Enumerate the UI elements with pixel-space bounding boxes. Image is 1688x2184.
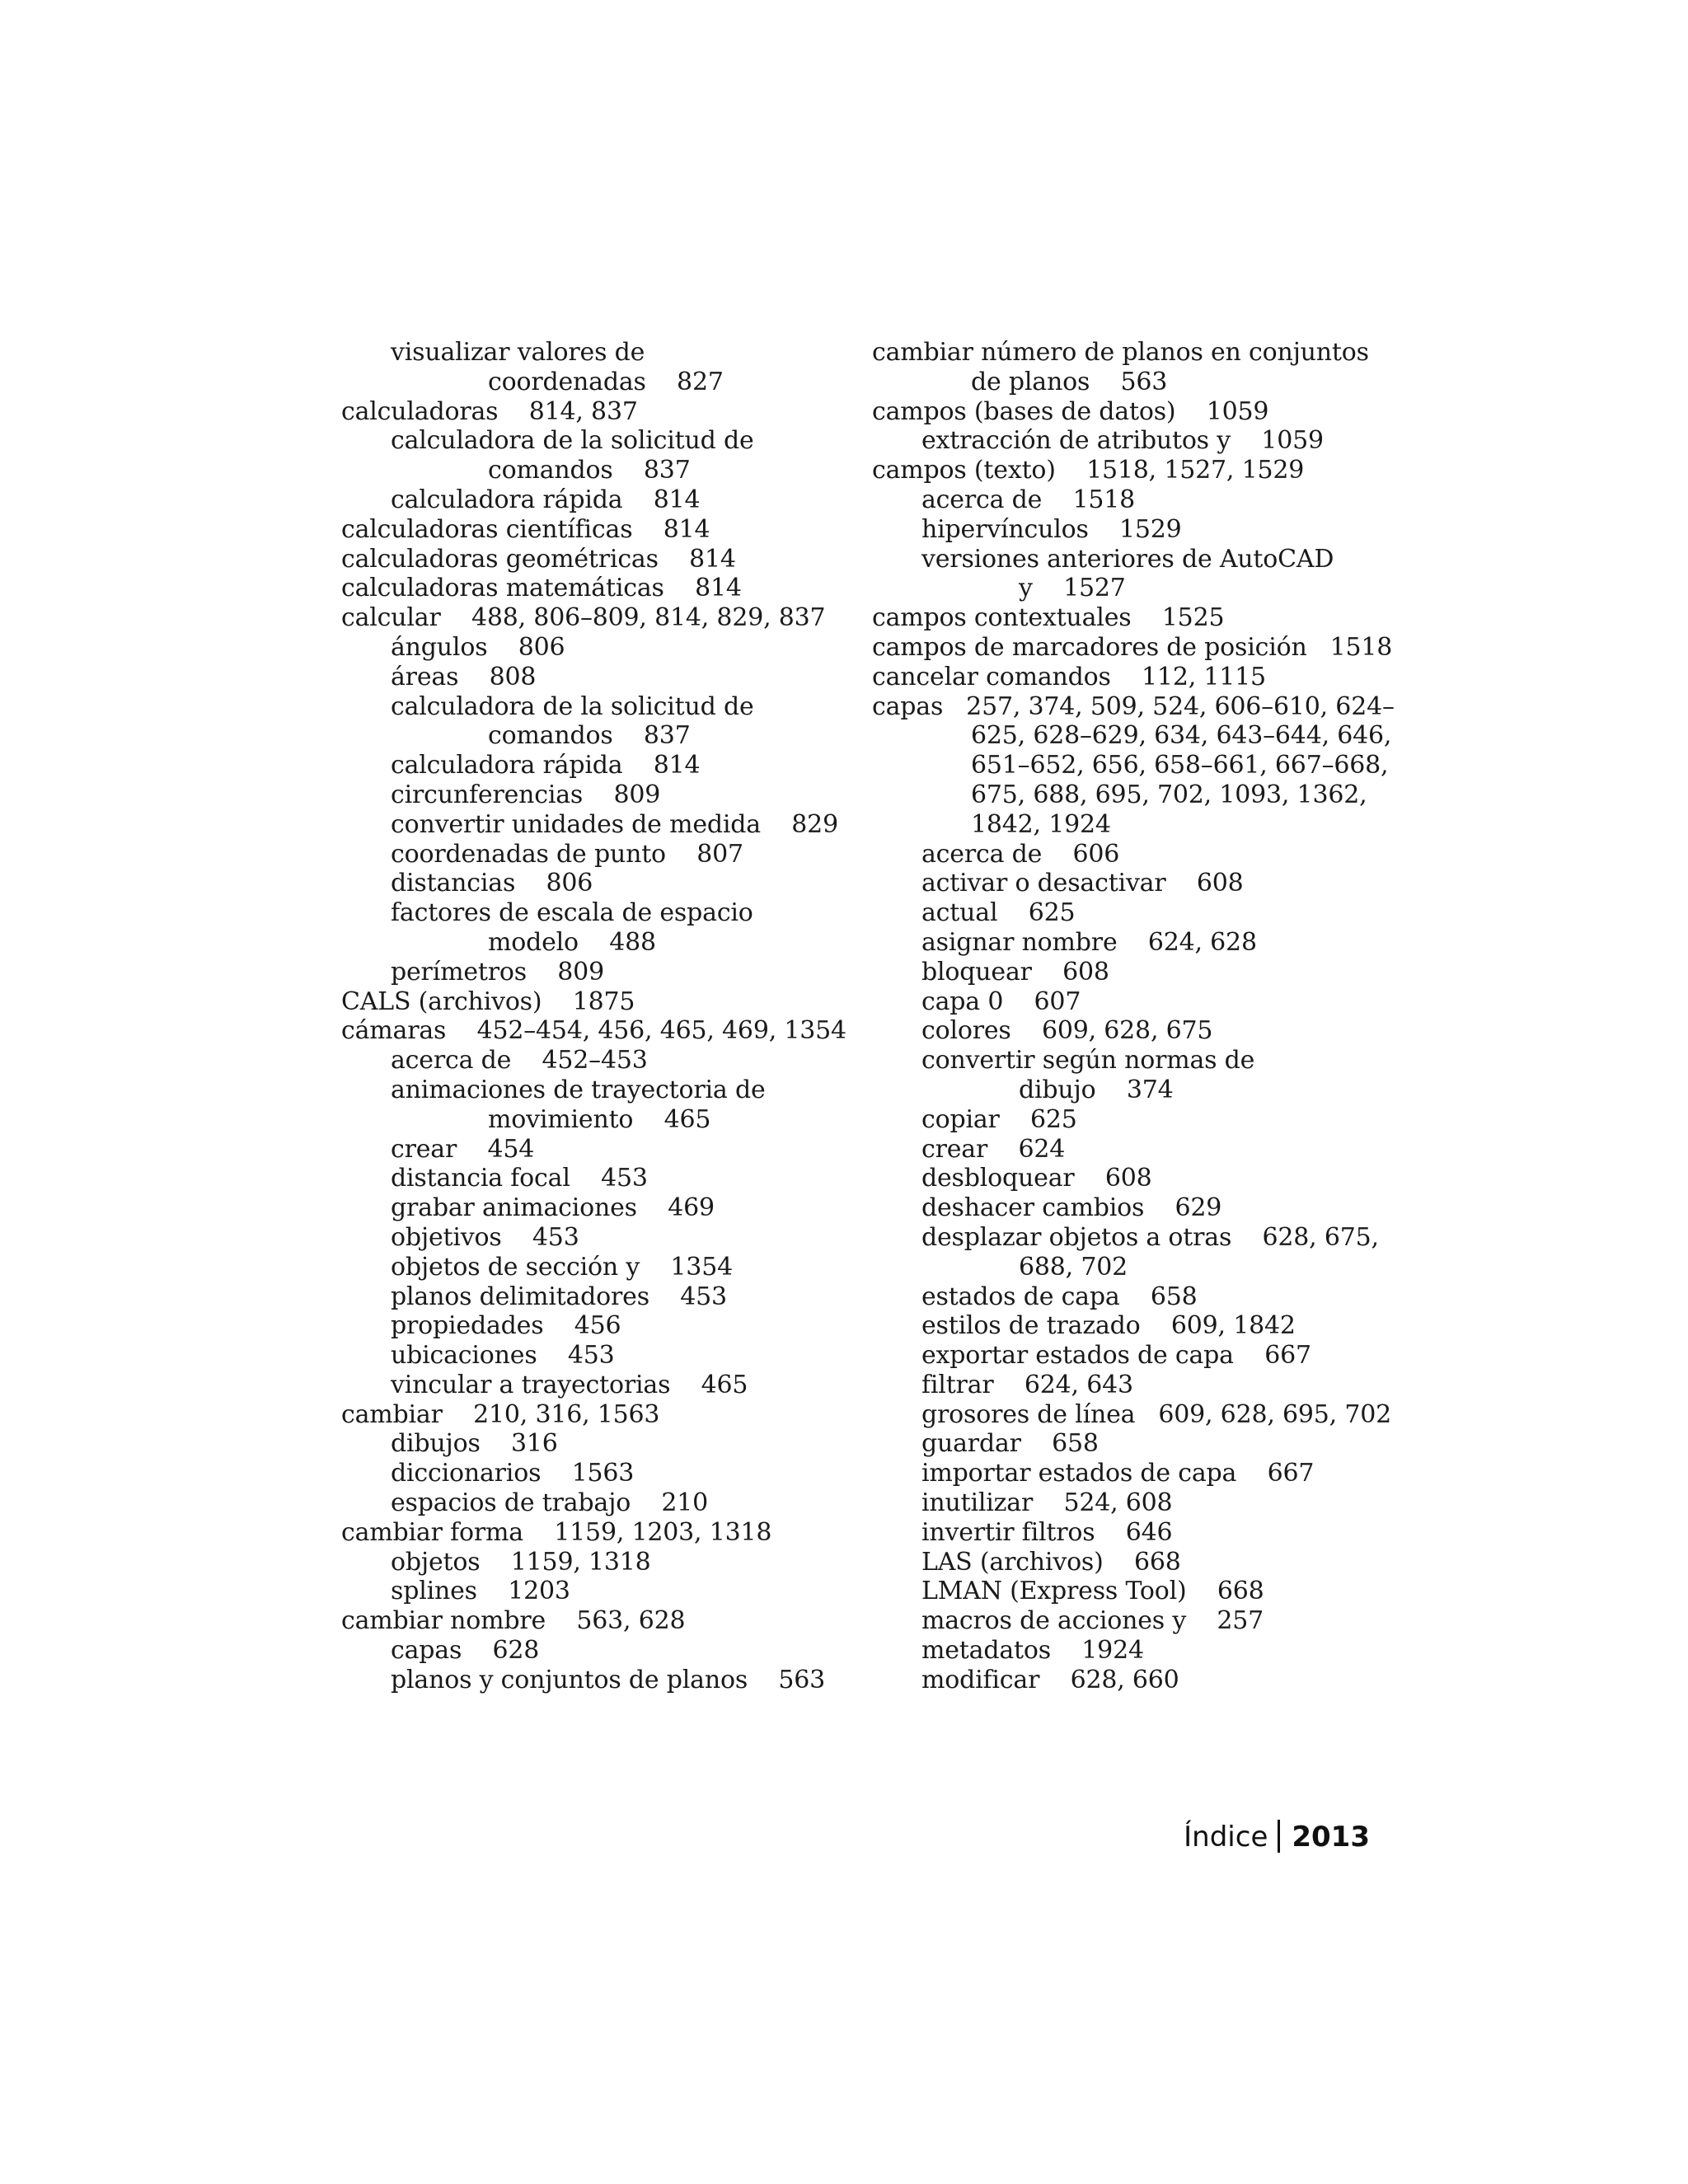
index-subentry: hipervínculos 1529: [921, 514, 1182, 544]
index-entry: campos de marcadores de posición 1518: [872, 632, 1393, 662]
index-subentry: copiar 625: [921, 1104, 1077, 1134]
index-entry: cambiar 210, 316, 1563: [341, 1399, 660, 1429]
index-subentry: objetos 1159, 1318: [391, 1547, 651, 1577]
index-subentry: vincular a trayectorias 465: [391, 1370, 748, 1399]
index-subentry: macros de acciones y 257: [921, 1606, 1264, 1636]
index-subentry: 625, 628–629, 634, 643–644, 646,: [971, 721, 1392, 751]
index-subentry: bloquear 608: [921, 957, 1109, 987]
index-subentry: 688, 702: [1019, 1252, 1128, 1282]
index-subentry: LMAN (Express Tool) 668: [921, 1577, 1264, 1606]
index-subentry: propiedades 456: [391, 1311, 621, 1341]
index-subentry: guardar 658: [921, 1429, 1099, 1459]
index-subentry: coordenadas 827: [488, 367, 724, 396]
index-subentry: circunferencias 809: [391, 780, 661, 809]
index-subentry: acerca de 452–453: [391, 1046, 648, 1076]
index-column-right: [872, 338, 1400, 1695]
index-subentry: filtrar 624, 643: [921, 1370, 1133, 1399]
index-subentry: LAS (archivos) 668: [921, 1547, 1181, 1577]
index-subentry: extracción de atributos y 1059: [921, 426, 1324, 456]
index-subentry: crear 454: [391, 1134, 535, 1164]
index-subentry: factores de escala de espacio: [391, 898, 753, 928]
index-subentry: objetivos 453: [391, 1222, 579, 1252]
index-column-left: [341, 338, 869, 1695]
index-subentry: versiones anteriores de AutoCAD: [921, 544, 1334, 574]
index-subentry: estilos de trazado 609, 1842: [921, 1311, 1296, 1341]
index-entry: cámaras 452–454, 456, 465, 469, 1354: [341, 1016, 846, 1046]
index-subentry: planos delimitadores 453: [391, 1282, 727, 1311]
index-subentry: visualizar valores de: [391, 338, 645, 367]
index-subentry: colores 609, 628, 675: [921, 1016, 1213, 1046]
index-subentry: 1842, 1924: [971, 809, 1111, 839]
index-subentry: ángulos 806: [391, 632, 565, 662]
index-subentry: modificar 628, 660: [921, 1665, 1179, 1694]
index-subentry: comandos 837: [488, 721, 691, 751]
index-entry: calculadoras 814, 837: [341, 396, 638, 426]
page-number: 2013: [1292, 1821, 1370, 1854]
index-subentry: áreas 808: [391, 662, 537, 691]
index-subentry: dibujo 374: [1019, 1075, 1174, 1104]
index-subentry: calculadora de la solicitud de: [391, 691, 754, 721]
index-entry: calcular 488, 806–809, 814, 829, 837: [341, 603, 826, 633]
index-subentry: capas 628: [391, 1636, 540, 1666]
index-subentry: crear 624: [921, 1134, 1066, 1164]
index-subentry: exportar estados de capa 667: [921, 1341, 1311, 1371]
index-subentry: coordenadas de punto 807: [391, 839, 743, 869]
index-subentry: convertir unidades de medida 829: [391, 809, 838, 839]
index-subentry: diccionarios 1563: [391, 1459, 635, 1488]
index-subentry: deshacer cambios 629: [921, 1193, 1222, 1223]
index-entry: calculadoras geométricas 814: [341, 544, 736, 574]
index-subentry: invertir filtros 646: [921, 1517, 1173, 1547]
index-subentry: 675, 688, 695, 702, 1093, 1362,: [971, 780, 1367, 809]
index-subentry: grabar animaciones 469: [391, 1193, 715, 1223]
index-entry: cancelar comandos 112, 1115: [872, 662, 1266, 691]
index-subentry: ubicaciones 453: [391, 1341, 615, 1371]
index-subentry: grosores de línea 609, 628, 695, 702: [921, 1399, 1392, 1429]
index-subentry: dibujos 316: [391, 1429, 558, 1459]
index-subentry: distancias 806: [391, 869, 593, 898]
index-subentry: desplazar objetos a otras 628, 675,: [921, 1222, 1379, 1252]
index-subentry: calculadora de la solicitud de: [391, 426, 754, 456]
index-subentry: animaciones de trayectoria de: [391, 1075, 766, 1104]
index-subentry: desbloquear 608: [921, 1164, 1152, 1193]
index-subentry: 651–652, 656, 658–661, 667–668,: [971, 751, 1389, 780]
index-entry: calculadoras matemáticas 814: [341, 574, 742, 603]
index-subentry: capa 0 607: [921, 987, 1081, 1016]
index-entry: capas 257, 374, 509, 524, 606–610, 624–: [872, 691, 1395, 721]
index-subentry: modelo 488: [488, 927, 656, 957]
index-subentry: perímetros 809: [391, 957, 604, 987]
index-subentry: estados de capa 658: [921, 1282, 1198, 1311]
index-subentry: metadatos 1924: [921, 1636, 1144, 1666]
index-subentry: de planos 563: [971, 367, 1168, 396]
index-subentry: importar estados de capa 667: [921, 1459, 1315, 1488]
index-entry: cambiar nombre 563, 628: [341, 1606, 686, 1636]
index-subentry: distancia focal 453: [391, 1164, 648, 1193]
index-entry: campos contextuales 1525: [872, 603, 1225, 633]
index-subentry: espacios de trabajo 210: [391, 1488, 709, 1518]
index-subentry: acerca de 606: [921, 839, 1120, 869]
index-subentry: convertir según normas de: [921, 1046, 1255, 1076]
index-entry: calculadoras científicas 814: [341, 514, 710, 544]
index-subentry: splines 1203: [391, 1577, 570, 1606]
index-subentry: asignar nombre 624, 628: [921, 927, 1257, 957]
footer-section-title: Índice: [1184, 1821, 1268, 1854]
index-subentry: comandos 837: [488, 456, 691, 485]
index-subentry: movimiento 465: [488, 1104, 711, 1134]
page-footer: [1184, 1820, 1370, 1854]
index-subentry: calculadora rápida 814: [391, 485, 701, 514]
index-subentry: acerca de 1518: [921, 485, 1136, 514]
index-subentry: actual 625: [921, 898, 1076, 928]
index-subentry: planos y conjuntos de planos 563: [391, 1665, 826, 1694]
footer-separator: [1278, 1820, 1280, 1853]
index-entry: cambiar forma 1159, 1203, 1318: [341, 1517, 772, 1547]
index-entry: campos (bases de datos) 1059: [872, 396, 1269, 426]
index-subentry: y 1527: [1019, 574, 1126, 603]
index-subentry: inutilizar 524, 608: [921, 1488, 1173, 1518]
index-entry: cambiar número de planos en conjuntos: [872, 338, 1369, 367]
index-entry: campos (texto) 1518, 1527, 1529: [872, 456, 1305, 485]
index-subentry: activar o desactivar 608: [921, 869, 1244, 898]
index-subentry: objetos de sección y 1354: [391, 1252, 733, 1282]
index-subentry: calculadora rápida 814: [391, 751, 701, 780]
index-entry: CALS (archivos) 1875: [341, 987, 635, 1016]
